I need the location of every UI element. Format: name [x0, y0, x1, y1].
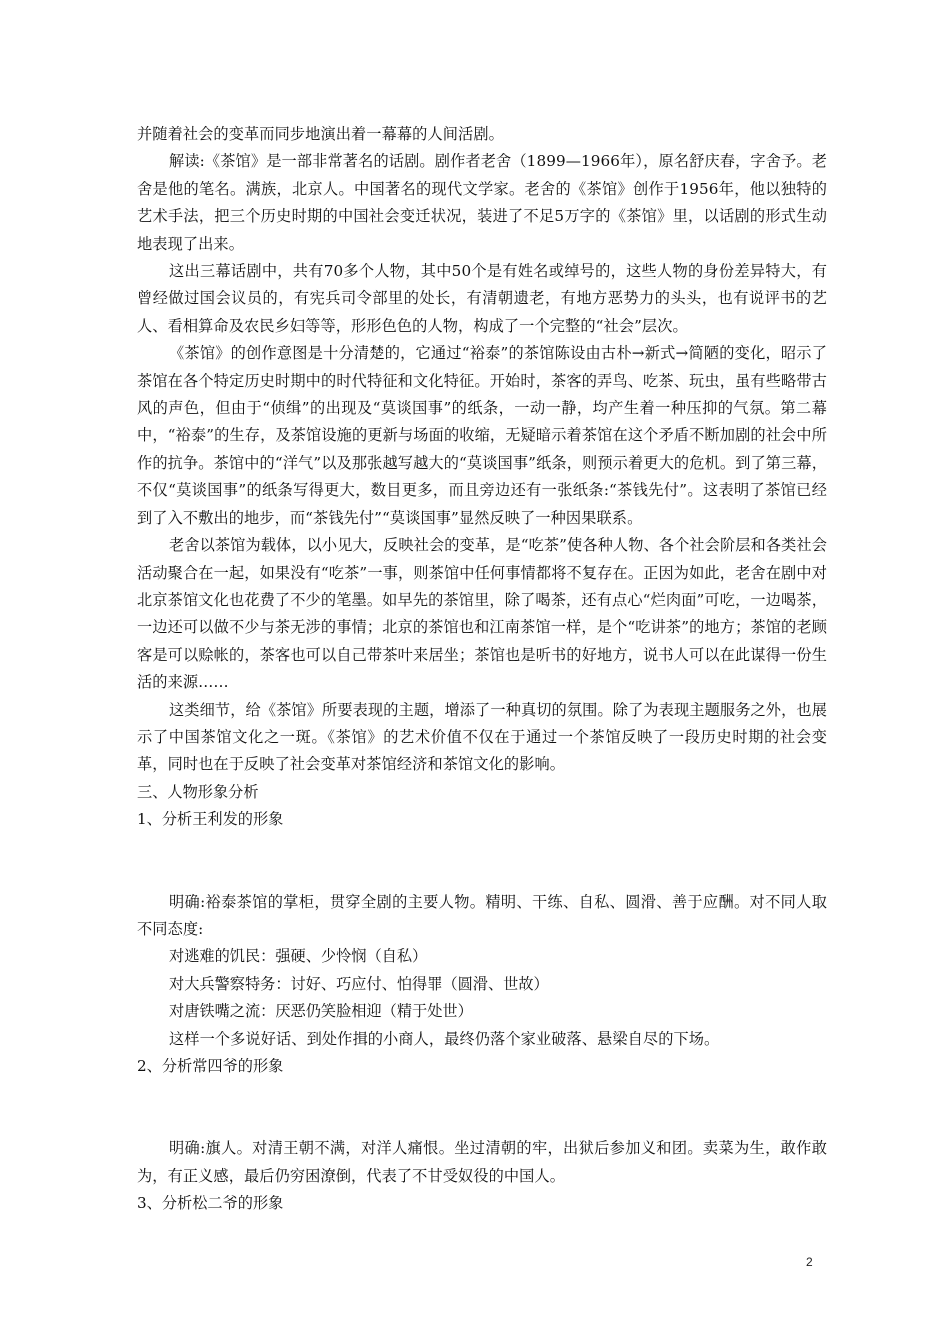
- paragraph-creative-intent: 《茶馆》的创作意图是十分清楚的，它通过“裕泰”的茶馆陈设由古朴→新式→简陋的变化，昭示了茶馆在各个特定历史时期中的时代特征和文化特征。开始时，茶客的弄鸟、吃茶、玩虫，虽有些略带古风的声色，但由于“侦缉”的出现及“莫谈国事”的纸条，一动一静，均产生着一种压抑的气氛。第二幕中，“裕泰”的生存，及茶馆设施的更新与场面的收缩，无疑暗示着茶馆在这个矛盾不断加剧的社会中所作的抗争。茶馆中的“洋气”以及那张越写越大的“莫谈国事”纸条，则预示着更大的危机。到了第三幕，不仅“莫谈国事”的纸条写得更大，数目更多，而且旁边还有一张纸条:“茶钱先付”。这表明了茶馆已经到了入不敷出的地步，而“茶钱先付”“莫谈国事”显然反映了一种因果联系。: [137, 344, 827, 527]
- paragraph-artistic-value: 这类细节，给《茶馆》所要表现的主题，增添了一种真切的氛围。除了为表现主题服务之外，也展示了中国茶馆文化之一斑。《茶馆》的艺术价值不仅在于通过一个茶馆反映了一段历史时期的社会变革，同时也在于反映了社会变革对茶馆经济和茶馆文化的影响。: [137, 700, 827, 774]
- page-number: 2: [806, 1255, 813, 1269]
- answer-space: [137, 1080, 827, 1135]
- question-1-heading: 1、分析王利发的形象: [137, 810, 284, 829]
- attitude-item: 对逃难的饥民：强硬、少怜悯（自私）: [169, 947, 428, 966]
- section-heading: 三、人物形象分析: [137, 782, 259, 801]
- question-3-heading: 3、分析松二爷的形象: [137, 1194, 284, 1213]
- question-1-answer: 明确:裕泰茶馆的掌柜，贯穿全剧的主要人物。精明、干练、自私、圆滑、善于应酬。对不同人取不同态度:: [137, 892, 827, 938]
- document-body: [137, 121, 827, 1218]
- paragraph-characters: 这出三幕话剧中，共有70多个人物，其中50个是有姓名或绰号的，这些人物的身份差异特大，有曾经做过国会议员的，有宪兵司令部里的处长，有清朝遗老，有地方恶势力的头头，也有说评书的艺人、看相算命及农民乡妇等等，形形色色的人物，构成了一个完整的“社会”层次。: [137, 262, 827, 335]
- question-1-summary: 这样一个多说好话、到处作揖的小商人，最终仍落个家业破落、悬梁自尽的下场。: [169, 1029, 720, 1048]
- paragraph-continuation: 并随着社会的变革而同步地演出着一幕幕的人间活剧。: [137, 125, 504, 143]
- paragraph-interpretation: 解读:《茶馆》是一部非常著名的话剧。剧作者老舍（1899—1966年），原名舒庆春，字舍予。老舍是他的笔名。满族，北京人。中国著名的现代文学家。老舍的《茶馆》创作于1956年，他以独特的艺术手法，把三个历史时期的中国社会变迁状况，装进了不足5万字的《茶馆》里，以话剧的形式生动地表现了出来。: [137, 152, 827, 253]
- question-2-heading: 2、分析常四爷的形象: [137, 1057, 284, 1075]
- answer-space: [137, 834, 827, 889]
- paragraph-tea-culture: 老舍以茶馆为载体，以小见大，反映社会的变革，是“吃茶”使各种人物、各个社会阶层和各类社会活动聚合在一起，如果没有“吃茶”一事，则茶馆中任何事情都将不复存在。正因为如此，老舍在剧中对北京茶馆文化也花费了不少的笔墨。如早先的茶馆里，除了喝茶，还有点心“烂肉面”可吃，一边喝茶，一边还可以做不少与茶无涉的事情；北京的茶馆也和江南茶馆一样，是个“吃讲茶”的地方；茶馆的老顾客是可以赊帐的，茶客也可以自己带茶叶来居坐；茶馆也是听书的好地方，说书人可以在此谋得一份生活的来源……: [137, 536, 827, 692]
- attitude-item: 对大兵警察特务：讨好、巧应付、怕得罪（圆滑、世故）: [169, 974, 549, 993]
- attitude-item: 对唐铁嘴之流：厌恶仍笑脸相迎（精于处世）: [169, 1002, 473, 1021]
- question-2-answer: 明确:旗人。对清王朝不满，对洋人痛恨。坐过清朝的牢，出狱后参加义和团。卖菜为生，敢作敢为，有正义感，最后仍穷困潦倒，代表了不甘受奴役的中国人。: [137, 1139, 827, 1185]
